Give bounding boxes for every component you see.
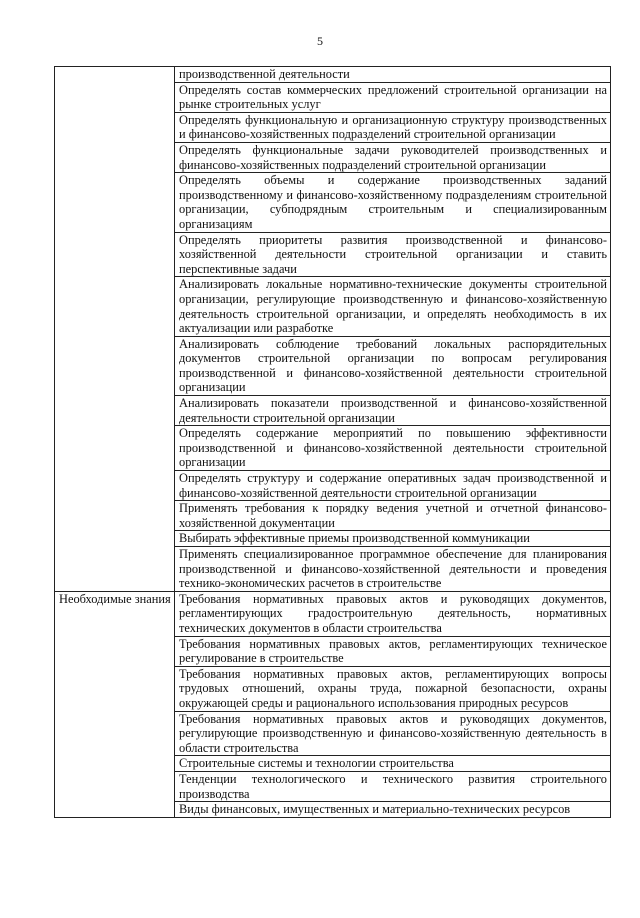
knowledge-item: Тенденции технологического и технического развития строительного производства bbox=[175, 771, 611, 801]
skill-item: Выбирать эффективные приемы производственной коммуникации bbox=[175, 531, 611, 547]
knowledge-item: Требования нормативных правовых актов и руководящих документов, регламентирующих градостроительную деятельность, нормативных технических документов в области строительства bbox=[175, 591, 611, 636]
skill-item: Определять приоритеты развития производственной и финансово-хозяйственной деятельности строительной организации и ставить перспективные задачи bbox=[175, 232, 611, 277]
skill-item: Применять требования к порядку ведения учетной и отчетной финансово-хозяйственной документации bbox=[175, 501, 611, 531]
skill-item: Определять функциональные задачи руководителей производственных и финансово-хозяйственных подразделений строительной организации bbox=[175, 142, 611, 172]
skill-item: Определять состав коммерческих предложений строительной организации на рынке строительных услуг bbox=[175, 82, 611, 112]
skill-item: Определять содержание мероприятий по повышению эффективности производственной и финансово-хозяйственной деятельности строительной организации bbox=[175, 426, 611, 471]
table-row bbox=[55, 591, 611, 636]
knowledge-item: Требования нормативных правовых актов, регламентирующих вопросы трудовых отношений, охраны труда, пожарной безопасности, охраны окружающей среды и рационального использования природных ресурсов bbox=[175, 666, 611, 711]
skill-item: Применять специализированное программное обеспечение для планирования производственной и финансово-хозяйственной деятельности и проведения технико-экономических расчетов в строительстве bbox=[175, 547, 611, 592]
knowledge-item: Виды финансовых, имущественных и материально-технических ресурсов bbox=[175, 802, 611, 818]
knowledge-label: Необходимые знания bbox=[55, 591, 175, 817]
knowledge-item: Требования нормативных правовых актов, регламентирующих техническое регулирование в строительстве bbox=[175, 636, 611, 666]
page-number: 5 bbox=[317, 34, 323, 48]
table-row bbox=[55, 67, 611, 83]
skill-item: производственной деятельности bbox=[175, 67, 611, 83]
skills-label-cell bbox=[55, 67, 175, 592]
skill-item: Анализировать соблюдение требований локальных распорядительных документов строительной организации по вопросам регулирования производственной и финансово-хозяйственной деятельности строительной организации bbox=[175, 336, 611, 395]
skill-item: Определять структуру и содержание оперативных задач производственной и финансово-хозяйственной деятельности строительной организации bbox=[175, 471, 611, 501]
knowledge-item: Строительные системы и технологии строительства bbox=[175, 756, 611, 772]
skill-item: Определять объемы и содержание производственных заданий производственному и финансово-хозяйственному подразделениям строительной организации, субподрядным строительным и специализированным организациям bbox=[175, 173, 611, 232]
requirements-table bbox=[54, 66, 611, 818]
skill-item: Анализировать показатели производственной и финансово-хозяйственной деятельности строительной организации bbox=[175, 396, 611, 426]
knowledge-item: Требования нормативных правовых актов и руководящих документов, регулирующие производственную и финансово-хозяйственную деятельность в области строительства bbox=[175, 711, 611, 756]
skill-item: Анализировать локальные нормативно-технические документы строительной организации, регулирующие производственную и финансово-хозяйственную деятельность строительной организации, и определять необходимость в их актуализации или разработке bbox=[175, 277, 611, 336]
skill-item: Определять функциональную и организационную структуру производственных и финансово-хозяйственных подразделений строительной организации bbox=[175, 112, 611, 142]
